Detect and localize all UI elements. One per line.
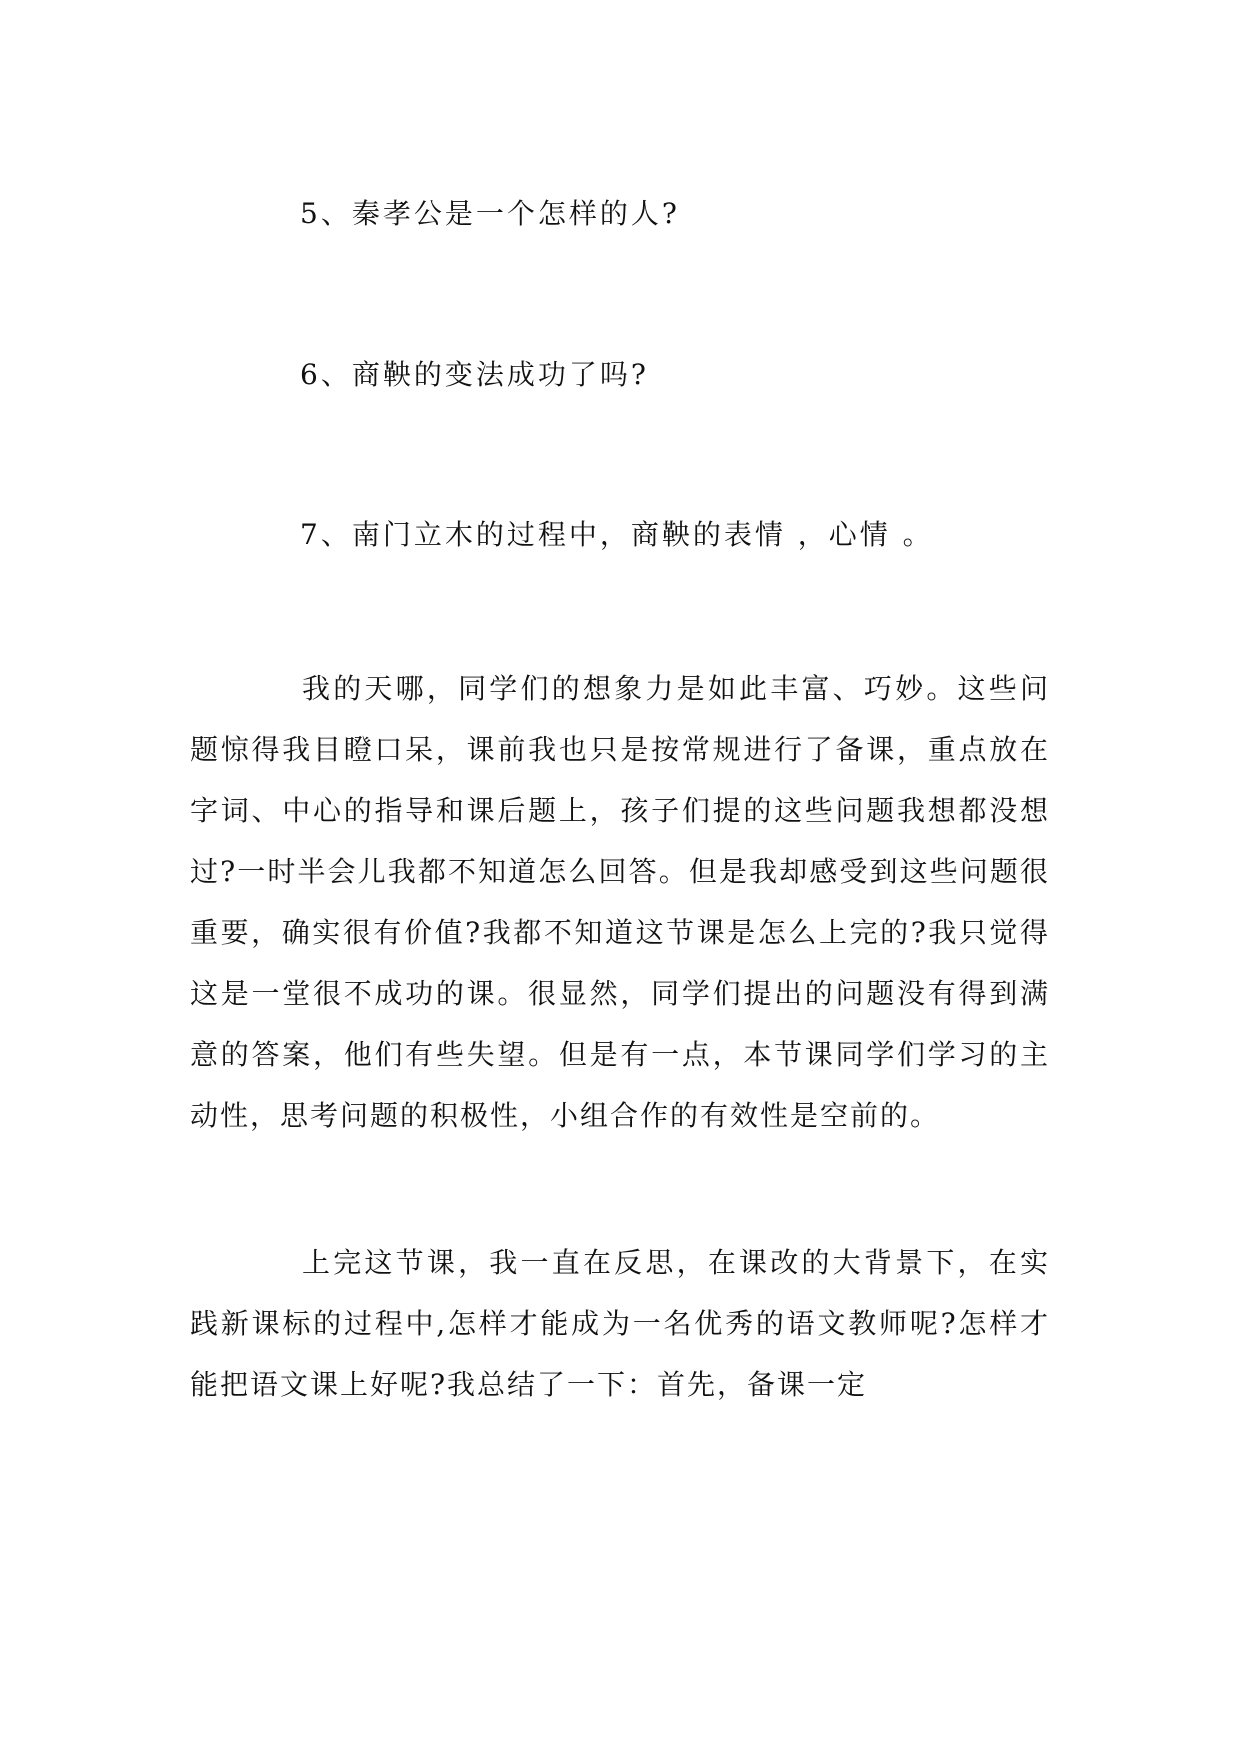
reflection-paragraph-2: 上完这节课，我一直在反思，在课改的大背景下，在实践新课标的过程中,怎样才能成为一名优秀的语文教师呢?怎样才能把语文课上好呢?我总结了一下：首先，备课一定: [190, 1246, 1050, 1401]
question-7: 7、南门立木的过程中，商鞅的表情 ，心情 。: [300, 518, 934, 551]
question-6: 6、商鞅的变法成功了吗?: [300, 358, 649, 391]
reflection-paragraph-1: 我的天哪，同学们的想象力是如此丰富、巧妙。这些问题惊得我目瞪口呆，课前我也只是按常规进行了备课，重点放在字词、中心的指导和课后题上，孩子们提的这些问题我想都没想过?一时半会儿我都不知道怎么回答。但是我却感受到这些问题很重要，确实很有价值?我都不知道这节课是怎么上完的?我只觉得这是一堂很不成功的课。很显然，同学们提出的问题没有得到满意的答案，他们有些失望。但是有一点，本节课同学们学习的主动性，思考问题的积极性，小组合作的有效性是空前的。: [190, 672, 1050, 1132]
question-5: 5、秦孝公是一个怎样的人?: [300, 197, 680, 230]
